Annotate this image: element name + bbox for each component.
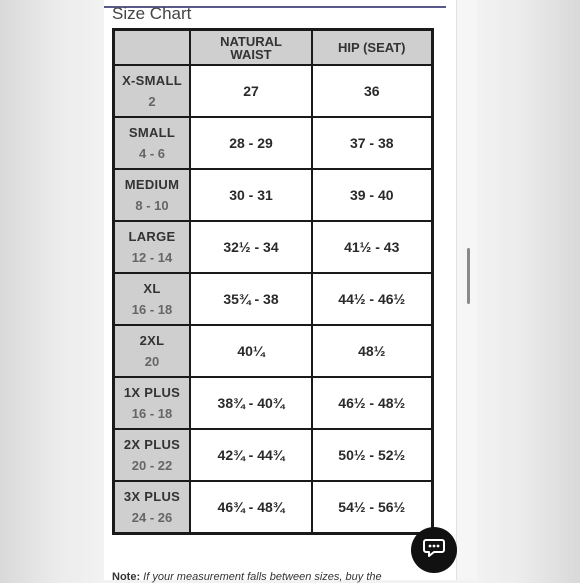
table-row [114,377,433,429]
size-cell [114,481,191,534]
size-number: 20 [144,354,160,369]
waist-value: 27 [190,65,312,117]
header-natural-waist: NATURAL WAIST [190,30,312,66]
hip-value: 44½ - 46½ [312,273,432,325]
header-corner [114,30,191,66]
waist-value: 38¾ - 40¾ [190,377,312,429]
hip-value: 46½ - 48½ [312,377,432,429]
table-header-row [114,30,433,66]
size-number: 8 - 10 [135,198,169,213]
scrollbar-thumb[interactable] [467,248,470,304]
hip-value: 50½ - 52½ [312,429,432,481]
hip-value: 37 - 38 [312,117,432,169]
size-label: 2X PLUS [123,437,181,452]
size-number: 20 - 22 [131,458,173,473]
note-label: Note: [112,571,141,583]
size-cell [114,65,191,117]
size-cell [114,117,191,169]
size-note [112,571,382,583]
waist-value: 46¾ - 48¾ [190,481,312,534]
hip-value: 41½ - 43 [312,221,432,273]
note-text: If your measurement falls between sizes, buy the [143,571,382,583]
size-label: MEDIUM [124,177,180,192]
size-label: X-SMALL [122,73,182,88]
size-number: 24 - 26 [131,510,173,525]
table-row [114,429,433,481]
table-row [114,273,433,325]
table-row [114,481,433,534]
size-label: 2XL [139,333,165,348]
size-number: 12 - 14 [131,250,173,265]
size-cell [114,169,191,221]
waist-value: 40¼ [190,325,312,377]
size-label: 3X PLUS [123,489,181,504]
waist-value: 32½ - 34 [190,221,312,273]
size-cell [114,429,191,481]
page-title: Size Chart [112,4,192,23]
waist-value: 35¾ - 38 [190,273,312,325]
size-number: 16 - 18 [131,302,173,317]
size-label: SMALL [128,125,176,140]
hip-value: 48½ [312,325,432,377]
chat-icon [423,538,445,563]
table-row [114,169,433,221]
header-hip-seat: HIP (SEAT) [312,30,432,66]
table-row [114,65,433,117]
size-number: 16 - 18 [131,406,173,421]
waist-value: 30 - 31 [190,169,312,221]
hip-value: 54½ - 56½ [312,481,432,534]
size-label: LARGE [128,229,176,244]
waist-value: 42¾ - 44¾ [190,429,312,481]
table-row [114,325,433,377]
size-label: 1X PLUS [123,385,181,400]
size-cell [114,273,191,325]
hip-value: 36 [312,65,432,117]
table-row [114,117,433,169]
table-row [114,221,433,273]
size-label: XL [143,281,161,296]
size-cell [114,325,191,377]
waist-value: 28 - 29 [190,117,312,169]
size-number: 2 [148,94,156,109]
size-cell [114,221,191,273]
size-cell [114,377,191,429]
hip-value: 39 - 40 [312,169,432,221]
chat-button[interactable] [411,527,457,573]
size-chart-table [112,28,434,535]
size-number: 4 - 6 [138,146,165,161]
